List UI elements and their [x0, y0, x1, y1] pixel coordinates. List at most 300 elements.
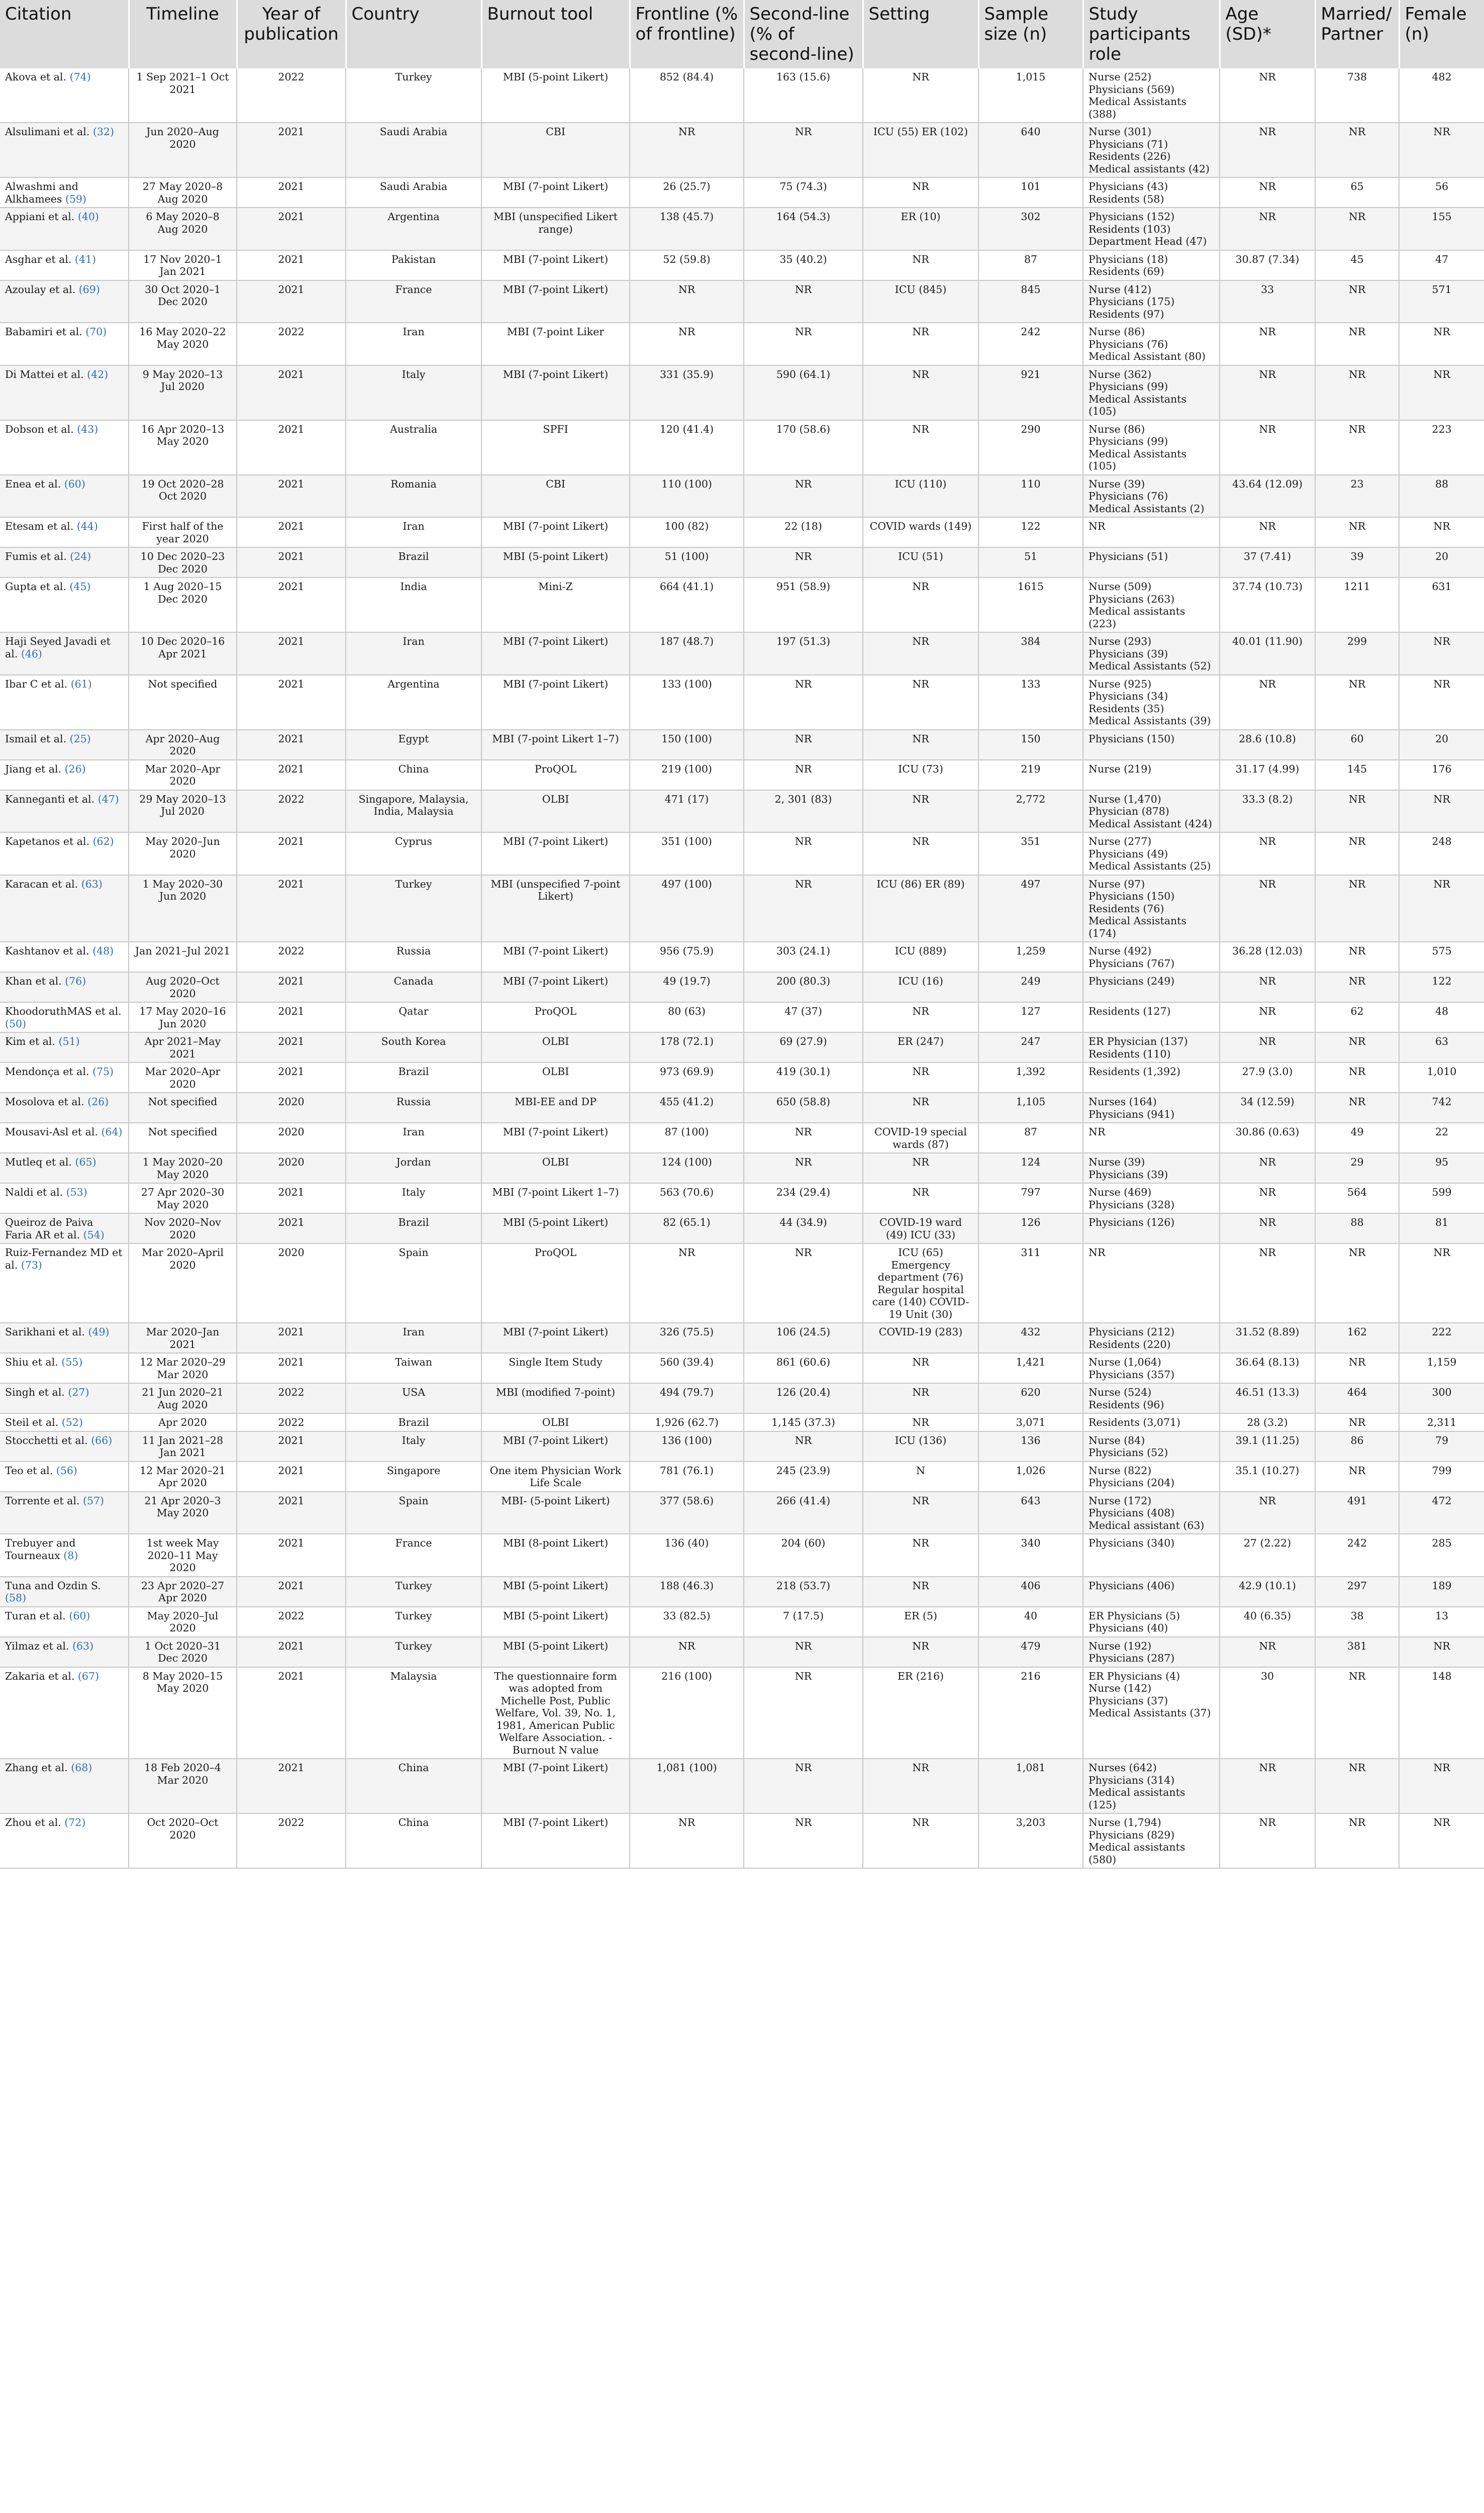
- cell-setting: ER (247): [863, 1032, 978, 1062]
- cell-citation: [0, 1534, 129, 1577]
- cell-second-line: 163 (15.6): [744, 68, 863, 123]
- cell-age: 27 (2.22): [1220, 1534, 1315, 1577]
- cell-country: Brazil: [346, 1062, 481, 1093]
- cell-timeline: Nov 2020–Nov 2020: [129, 1213, 237, 1243]
- cell-age: NR: [1220, 1243, 1315, 1323]
- cell-female: 95: [1399, 1153, 1484, 1183]
- cell-burnout-tool: CBI: [481, 123, 630, 177]
- reference-link[interactable]: (50): [5, 1017, 27, 1030]
- cell-setting: NR: [863, 577, 978, 632]
- role-item: Physicians (287): [1089, 1652, 1175, 1664]
- cell-frontline: 973 (69.9): [630, 1062, 744, 1093]
- cell-country: Iran: [346, 1123, 481, 1153]
- role-item: Physicians (52): [1089, 1446, 1168, 1459]
- reference-link[interactable]: (26): [87, 1096, 109, 1108]
- cell-second-line: 266 (41.4): [744, 1492, 863, 1534]
- role-item: Residents (1,392): [1089, 1066, 1181, 1078]
- cell-timeline: 21 Apr 2020–3 May 2020: [129, 1492, 237, 1534]
- reference-link[interactable]: (24): [70, 550, 91, 562]
- cell-sample-size: 640: [978, 123, 1083, 177]
- reference-link[interactable]: (72): [64, 1816, 86, 1828]
- role-item: Physicians (150): [1089, 732, 1175, 745]
- reference-link[interactable]: (64): [101, 1126, 123, 1138]
- citation-text: Jiang et al.: [5, 762, 62, 775]
- cell-participants-role: [1083, 1002, 1220, 1032]
- cell-second-line: NR: [744, 280, 863, 323]
- cell-frontline: 560 (39.4): [630, 1353, 744, 1383]
- citation-text: Zhou et al.: [5, 1816, 61, 1828]
- cell-country: USA: [346, 1383, 481, 1413]
- cell-year: 2021: [237, 1637, 346, 1667]
- cell-female: NR: [1399, 1759, 1484, 1813]
- cell-second-line: 69 (27.9): [744, 1032, 863, 1062]
- role-item: Residents (76): [1089, 902, 1164, 915]
- cell-timeline: 1 Aug 2020–15 Dec 2020: [129, 577, 237, 632]
- reference-link[interactable]: (63): [81, 878, 103, 890]
- cell-frontline: 124 (100): [630, 1153, 744, 1183]
- cell-age: 27.9 (3.0): [1220, 1062, 1315, 1093]
- cell-female: 79: [1399, 1431, 1484, 1462]
- cell-year: 2021: [237, 1667, 346, 1759]
- cell-age: 43.64 (12.09): [1220, 475, 1315, 518]
- citation-text: Stocchetti et al.: [5, 1434, 88, 1446]
- reference-link[interactable]: (57): [82, 1494, 105, 1507]
- reference-link[interactable]: (60): [64, 477, 85, 490]
- cell-country: Russia: [346, 942, 481, 972]
- cell-sample-size: 479: [978, 1637, 1083, 1667]
- reference-link[interactable]: (45): [69, 581, 91, 593]
- cell-timeline: 1st week May 2020–11 May 2020: [129, 1534, 237, 1577]
- cell-second-line: NR: [744, 730, 863, 760]
- cell-citation: [0, 1353, 129, 1383]
- cell-frontline: 351 (100): [630, 832, 744, 875]
- reference-link[interactable]: (62): [92, 835, 114, 847]
- reference-link[interactable]: (53): [66, 1186, 87, 1198]
- cell-married: NR: [1315, 675, 1399, 730]
- cell-married: 60: [1315, 730, 1399, 760]
- reference-link[interactable]: (65): [75, 1156, 96, 1168]
- cell-second-line: NR: [744, 1243, 863, 1323]
- role-item: Nurse (509): [1089, 581, 1152, 593]
- cell-age: NR: [1220, 177, 1315, 208]
- cell-married: NR: [1315, 420, 1399, 475]
- cell-married: 88: [1315, 1213, 1399, 1243]
- cell-country: India: [346, 577, 481, 632]
- cell-age: NR: [1220, 208, 1315, 250]
- cell-sample-size: 845: [978, 280, 1083, 323]
- cell-setting: ICU (73): [863, 760, 978, 790]
- citation-text: Mutleq et al.: [5, 1156, 72, 1168]
- role-item: Nurse (293): [1089, 635, 1152, 647]
- cell-timeline: Mar 2020–April 2020: [129, 1243, 237, 1323]
- cell-female: 48: [1399, 1002, 1484, 1032]
- cell-second-line: NR: [744, 760, 863, 790]
- cell-sample-size: 311: [978, 1243, 1083, 1323]
- citation-text: Kashtanov et al.: [5, 945, 89, 957]
- cell-frontline: 82 (65.1): [630, 1213, 744, 1243]
- role-item: Medical Assistants (105): [1089, 393, 1186, 417]
- cell-second-line: 22 (18): [744, 517, 863, 547]
- cell-frontline: 497 (100): [630, 875, 744, 942]
- cell-frontline: 52 (59.8): [630, 250, 744, 280]
- cell-frontline: 664 (41.1): [630, 577, 744, 632]
- cell-female: 56: [1399, 177, 1484, 208]
- role-item: Physicians (357): [1089, 1368, 1175, 1381]
- cell-second-line: NR: [744, 1667, 863, 1759]
- cell-country: Romania: [346, 475, 481, 518]
- cell-country: China: [346, 1759, 481, 1813]
- cell-female: 300: [1399, 1383, 1484, 1413]
- cell-second-line: 44 (34.9): [744, 1213, 863, 1243]
- role-item: Physicians (76): [1089, 490, 1168, 502]
- reference-link[interactable]: (73): [21, 1259, 42, 1271]
- header-participants-role: Study participants role: [1083, 0, 1220, 68]
- citation-text: Appiani et al.: [5, 211, 75, 223]
- cell-frontline: 377 (58.6): [630, 1492, 744, 1534]
- cell-burnout-tool: MBI (5-point Likert): [481, 1637, 630, 1667]
- cell-year: 2021: [237, 1462, 346, 1492]
- cell-burnout-tool: MBI (7-point Likert): [481, 972, 630, 1002]
- cell-female: 571: [1399, 280, 1484, 323]
- cell-burnout-tool: MBI (7-point Likert 1–7): [481, 730, 630, 760]
- cell-citation: [0, 250, 129, 280]
- cell-timeline: Apr 2021–May 2021: [129, 1032, 237, 1062]
- cell-setting: ICU (136): [863, 1431, 978, 1462]
- reference-link[interactable]: (46): [21, 647, 42, 660]
- cell-year: 2021: [237, 517, 346, 547]
- reference-link[interactable]: (47): [97, 793, 119, 805]
- cell-burnout-tool: MBI (7-point Likert): [481, 1431, 630, 1462]
- cell-country: Argentina: [346, 675, 481, 730]
- cell-married: NR: [1315, 1062, 1399, 1093]
- cell-participants-role: [1083, 632, 1220, 675]
- role-item: Physicians (406): [1089, 1579, 1175, 1592]
- cell-year: 2021: [237, 1492, 346, 1534]
- cell-married: 45: [1315, 250, 1399, 280]
- cell-sample-size: 133: [978, 675, 1083, 730]
- cell-country: Italy: [346, 365, 481, 420]
- cell-burnout-tool: OLBI: [481, 1153, 630, 1183]
- cell-second-line: NR: [744, 675, 863, 730]
- cell-age: NR: [1220, 517, 1315, 547]
- cell-female: 63: [1399, 1032, 1484, 1062]
- cell-frontline: 1,081 (100): [630, 1759, 744, 1813]
- cell-female: NR: [1399, 365, 1484, 420]
- cell-frontline: 219 (100): [630, 760, 744, 790]
- cell-burnout-tool: MBI (7-point Likert 1–7): [481, 1183, 630, 1213]
- cell-married: 23: [1315, 475, 1399, 518]
- cell-married: 162: [1315, 1323, 1399, 1353]
- cell-timeline: 19 Oct 2020–28 Oct 2020: [129, 475, 237, 518]
- role-item: Nurse (277): [1089, 835, 1152, 847]
- citation-text: Akova et al.: [5, 71, 67, 83]
- cell-female: 599: [1399, 1183, 1484, 1213]
- cell-age: 28.6 (10.8): [1220, 730, 1315, 760]
- table-row: [0, 875, 1484, 942]
- cell-year: 2021: [237, 1577, 346, 1607]
- role-item: Physicians (152): [1089, 211, 1175, 223]
- reference-link[interactable]: (43): [77, 423, 98, 435]
- cell-sample-size: 87: [978, 1123, 1083, 1153]
- cell-female: NR: [1399, 790, 1484, 833]
- reference-link[interactable]: (68): [71, 1762, 92, 1774]
- role-item: NR: [1089, 1126, 1106, 1138]
- cell-second-line: NR: [744, 875, 863, 942]
- role-item: Nurse (86): [1089, 423, 1145, 435]
- cell-citation: [0, 68, 129, 123]
- role-item: Physicians (204): [1089, 1477, 1175, 1489]
- cell-sample-size: 1,026: [978, 1462, 1083, 1492]
- table-row: [0, 1759, 1484, 1813]
- cell-female: NR: [1399, 675, 1484, 730]
- citation-text: Zhang et al.: [5, 1762, 68, 1774]
- cell-setting: NR: [863, 365, 978, 420]
- cell-participants-role: [1083, 280, 1220, 323]
- cell-year: 2021: [237, 1353, 346, 1383]
- cell-burnout-tool: MBI (7-point Likert): [481, 632, 630, 675]
- reference-link[interactable]: (76): [65, 975, 86, 987]
- role-item: Medical Assistants (2): [1089, 502, 1205, 515]
- cell-second-line: 35 (40.2): [744, 250, 863, 280]
- cell-setting: NR: [863, 1759, 978, 1813]
- cell-female: 1,159: [1399, 1353, 1484, 1383]
- cell-age: 34 (12.59): [1220, 1093, 1315, 1123]
- cell-sample-size: 136: [978, 1431, 1083, 1462]
- citation-text: Ismail et al.: [5, 732, 67, 745]
- cell-country: Turkey: [346, 1637, 481, 1667]
- reference-link[interactable]: (8): [63, 1549, 78, 1562]
- cell-country: Italy: [346, 1431, 481, 1462]
- cell-year: 2020: [237, 1093, 346, 1123]
- cell-country: Saudi Arabia: [346, 177, 481, 208]
- cell-participants-role: [1083, 1637, 1220, 1667]
- role-item: Medical Assistant (424): [1089, 817, 1213, 830]
- cell-frontline: 494 (79.7): [630, 1383, 744, 1413]
- citation-text: Naldi et al.: [5, 1186, 63, 1198]
- cell-setting: ICU (65) Emergency department (76) Regular hospital care (140) COVID-19 Unit (30): [863, 1243, 978, 1323]
- cell-age: 33.3 (8.2): [1220, 790, 1315, 833]
- cell-burnout-tool: MBI-EE and DP: [481, 1093, 630, 1123]
- cell-married: NR: [1315, 365, 1399, 420]
- cell-citation: [0, 1243, 129, 1323]
- cell-participants-role: [1083, 875, 1220, 942]
- role-item: Nurse (142): [1089, 1682, 1152, 1694]
- cell-country: Brazil: [346, 547, 481, 577]
- cell-frontline: 216 (100): [630, 1667, 744, 1759]
- cell-citation: [0, 760, 129, 790]
- cell-second-line: 650 (58.8): [744, 1093, 863, 1123]
- cell-citation: [0, 1577, 129, 1607]
- reference-link[interactable]: (40): [77, 211, 99, 223]
- reference-link[interactable]: (58): [5, 1592, 27, 1604]
- cell-timeline: Mar 2020–Apr 2020: [129, 1062, 237, 1093]
- table-row: [0, 280, 1484, 323]
- reference-link[interactable]: (49): [88, 1326, 110, 1338]
- cell-female: 13: [1399, 1607, 1484, 1637]
- reference-link[interactable]: (27): [68, 1386, 89, 1398]
- cell-setting: ER (216): [863, 1667, 978, 1759]
- cell-sample-size: 242: [978, 323, 1083, 365]
- reference-link[interactable]: (55): [61, 1356, 83, 1368]
- role-item: Nurse (192): [1089, 1639, 1152, 1652]
- table-row: [0, 1153, 1484, 1183]
- citation-text: Ruiz-Fernandez MD et al.: [5, 1246, 123, 1271]
- cell-burnout-tool: MBI (7-point Likert): [481, 1123, 630, 1153]
- cell-country: Canada: [346, 972, 481, 1002]
- cell-burnout-tool: ProQOL: [481, 760, 630, 790]
- role-item: Residents (220): [1089, 1338, 1171, 1350]
- cell-country: Iran: [346, 1323, 481, 1353]
- citation-text: Alsulimani et al.: [5, 126, 90, 138]
- cell-country: Cyprus: [346, 832, 481, 875]
- cell-participants-role: [1083, 1243, 1220, 1323]
- reference-link[interactable]: (52): [61, 1416, 83, 1428]
- reference-link[interactable]: (48): [92, 945, 114, 957]
- cell-participants-role: [1083, 123, 1220, 177]
- reference-link[interactable]: (74): [69, 71, 91, 83]
- cell-citation: [0, 1492, 129, 1534]
- cell-sample-size: 2,772: [978, 790, 1083, 833]
- cell-second-line: NR: [744, 123, 863, 177]
- cell-frontline: NR: [630, 1637, 744, 1667]
- reference-link[interactable]: (32): [92, 126, 114, 138]
- cell-country: Turkey: [346, 68, 481, 123]
- cell-timeline: Apr 2020: [129, 1413, 237, 1431]
- cell-age: 35.1 (10.27): [1220, 1462, 1315, 1492]
- table-row: [0, 123, 1484, 177]
- cell-setting: NR: [863, 1183, 978, 1213]
- reference-link[interactable]: (54): [83, 1228, 105, 1241]
- cell-year: 2021: [237, 1323, 346, 1353]
- reference-link[interactable]: (60): [69, 1609, 90, 1622]
- table-row: [0, 1383, 1484, 1413]
- reference-link[interactable]: (69): [78, 283, 100, 296]
- cell-timeline: 21 Jun 2020–21 Aug 2020: [129, 1383, 237, 1413]
- role-item: Nurse (492): [1089, 945, 1152, 957]
- cell-sample-size: 126: [978, 1213, 1083, 1243]
- cell-female: NR: [1399, 1243, 1484, 1323]
- cell-sample-size: 290: [978, 420, 1083, 475]
- cell-burnout-tool: The questionnaire form was adopted from Michelle Post, Public Welfare, Vol. 39, No. 1, 1981, American Public Welfare Association. - Burnout N value: [481, 1667, 630, 1759]
- table-row: [0, 760, 1484, 790]
- role-item: Physicians (328): [1089, 1198, 1175, 1211]
- cell-participants-role: [1083, 577, 1220, 632]
- reference-link[interactable]: (41): [74, 253, 96, 265]
- reference-link[interactable]: (75): [92, 1066, 114, 1078]
- cell-participants-role: [1083, 365, 1220, 420]
- cell-frontline: 331 (35.9): [630, 365, 744, 420]
- reference-link[interactable]: (63): [72, 1639, 94, 1652]
- role-item: Medical Assistants (174): [1089, 915, 1186, 939]
- cell-frontline: 136 (100): [630, 1431, 744, 1462]
- cell-year: 2021: [237, 1183, 346, 1213]
- table-row: [0, 177, 1484, 208]
- cell-married: NR: [1315, 972, 1399, 1002]
- cell-citation: [0, 1383, 129, 1413]
- cell-age: NR: [1220, 1002, 1315, 1032]
- reference-link[interactable]: (67): [77, 1670, 100, 1682]
- cell-citation: [0, 632, 129, 675]
- cell-sample-size: 497: [978, 875, 1083, 942]
- reference-link[interactable]: (56): [56, 1464, 77, 1477]
- cell-citation: [0, 177, 129, 208]
- reference-link[interactable]: (51): [58, 1035, 80, 1047]
- cell-participants-role: [1083, 1323, 1220, 1353]
- cell-citation: [0, 123, 129, 177]
- cell-burnout-tool: Mini-Z: [481, 577, 630, 632]
- cell-second-line: 2, 301 (83): [744, 790, 863, 833]
- cell-second-line: 303 (24.1): [744, 942, 863, 972]
- cell-year: 2021: [237, 1062, 346, 1093]
- citation-text: Trebuyer and Tourneaux: [5, 1537, 76, 1562]
- cell-second-line: 1,145 (37.3): [744, 1413, 863, 1431]
- cell-country: Taiwan: [346, 1353, 481, 1383]
- role-item: Nurse (39): [1089, 477, 1145, 490]
- role-item: Nurse (412): [1089, 283, 1152, 296]
- reference-link[interactable]: (70): [85, 326, 107, 338]
- cell-frontline: NR: [630, 280, 744, 323]
- cell-participants-role: [1083, 1492, 1220, 1534]
- cell-burnout-tool: MBI (7-point Likert): [481, 675, 630, 730]
- cell-participants-role: [1083, 1062, 1220, 1093]
- cell-sample-size: 643: [978, 1492, 1083, 1534]
- cell-age: NR: [1220, 1492, 1315, 1534]
- cell-year: 2021: [237, 1534, 346, 1577]
- cell-citation: [0, 420, 129, 475]
- cell-married: 564: [1315, 1183, 1399, 1213]
- cell-setting: NR: [863, 1002, 978, 1032]
- reference-link[interactable]: (61): [70, 678, 92, 690]
- cell-participants-role: [1083, 1413, 1220, 1431]
- reference-link[interactable]: (25): [69, 732, 91, 745]
- citation-text: Torrente et al.: [5, 1494, 80, 1507]
- role-item: Medical Assistants (25): [1089, 860, 1211, 872]
- cell-participants-role: [1083, 420, 1220, 475]
- table-row: [0, 1093, 1484, 1123]
- cell-citation: [0, 1002, 129, 1032]
- cell-female: 575: [1399, 942, 1484, 972]
- cell-married: NR: [1315, 1243, 1399, 1323]
- reference-link[interactable]: (66): [91, 1434, 113, 1446]
- cell-citation: [0, 547, 129, 577]
- cell-married: NR: [1315, 1667, 1399, 1759]
- cell-setting: NR: [863, 1062, 978, 1093]
- role-item: Nurse (925): [1089, 678, 1152, 690]
- cell-second-line: NR: [744, 1759, 863, 1813]
- reference-link[interactable]: (59): [65, 192, 87, 205]
- cell-timeline: 1 May 2020–20 May 2020: [129, 1153, 237, 1183]
- cell-female: 223: [1399, 420, 1484, 475]
- cell-year: 2021: [237, 250, 346, 280]
- cell-burnout-tool: ProQOL: [481, 1002, 630, 1032]
- cell-setting: ICU (889): [863, 942, 978, 972]
- role-item: Physicians (263): [1089, 593, 1175, 605]
- cell-second-line: 951 (58.9): [744, 577, 863, 632]
- reference-link[interactable]: (42): [87, 368, 109, 380]
- cell-citation: [0, 1667, 129, 1759]
- role-item: Residents (69): [1089, 265, 1164, 277]
- role-item: Medical Assistant (80): [1089, 350, 1206, 362]
- cell-citation: [0, 1183, 129, 1213]
- table-row: [0, 675, 1484, 730]
- cell-frontline: NR: [630, 1813, 744, 1868]
- cell-sample-size: 101: [978, 177, 1083, 208]
- reference-link[interactable]: (44): [76, 520, 98, 532]
- citation-text: Alwashmi and Alkhamees: [5, 180, 78, 205]
- reference-link[interactable]: (26): [64, 762, 86, 775]
- role-item: Nurse (219): [1089, 762, 1152, 775]
- cell-sample-size: 1,421: [978, 1353, 1083, 1383]
